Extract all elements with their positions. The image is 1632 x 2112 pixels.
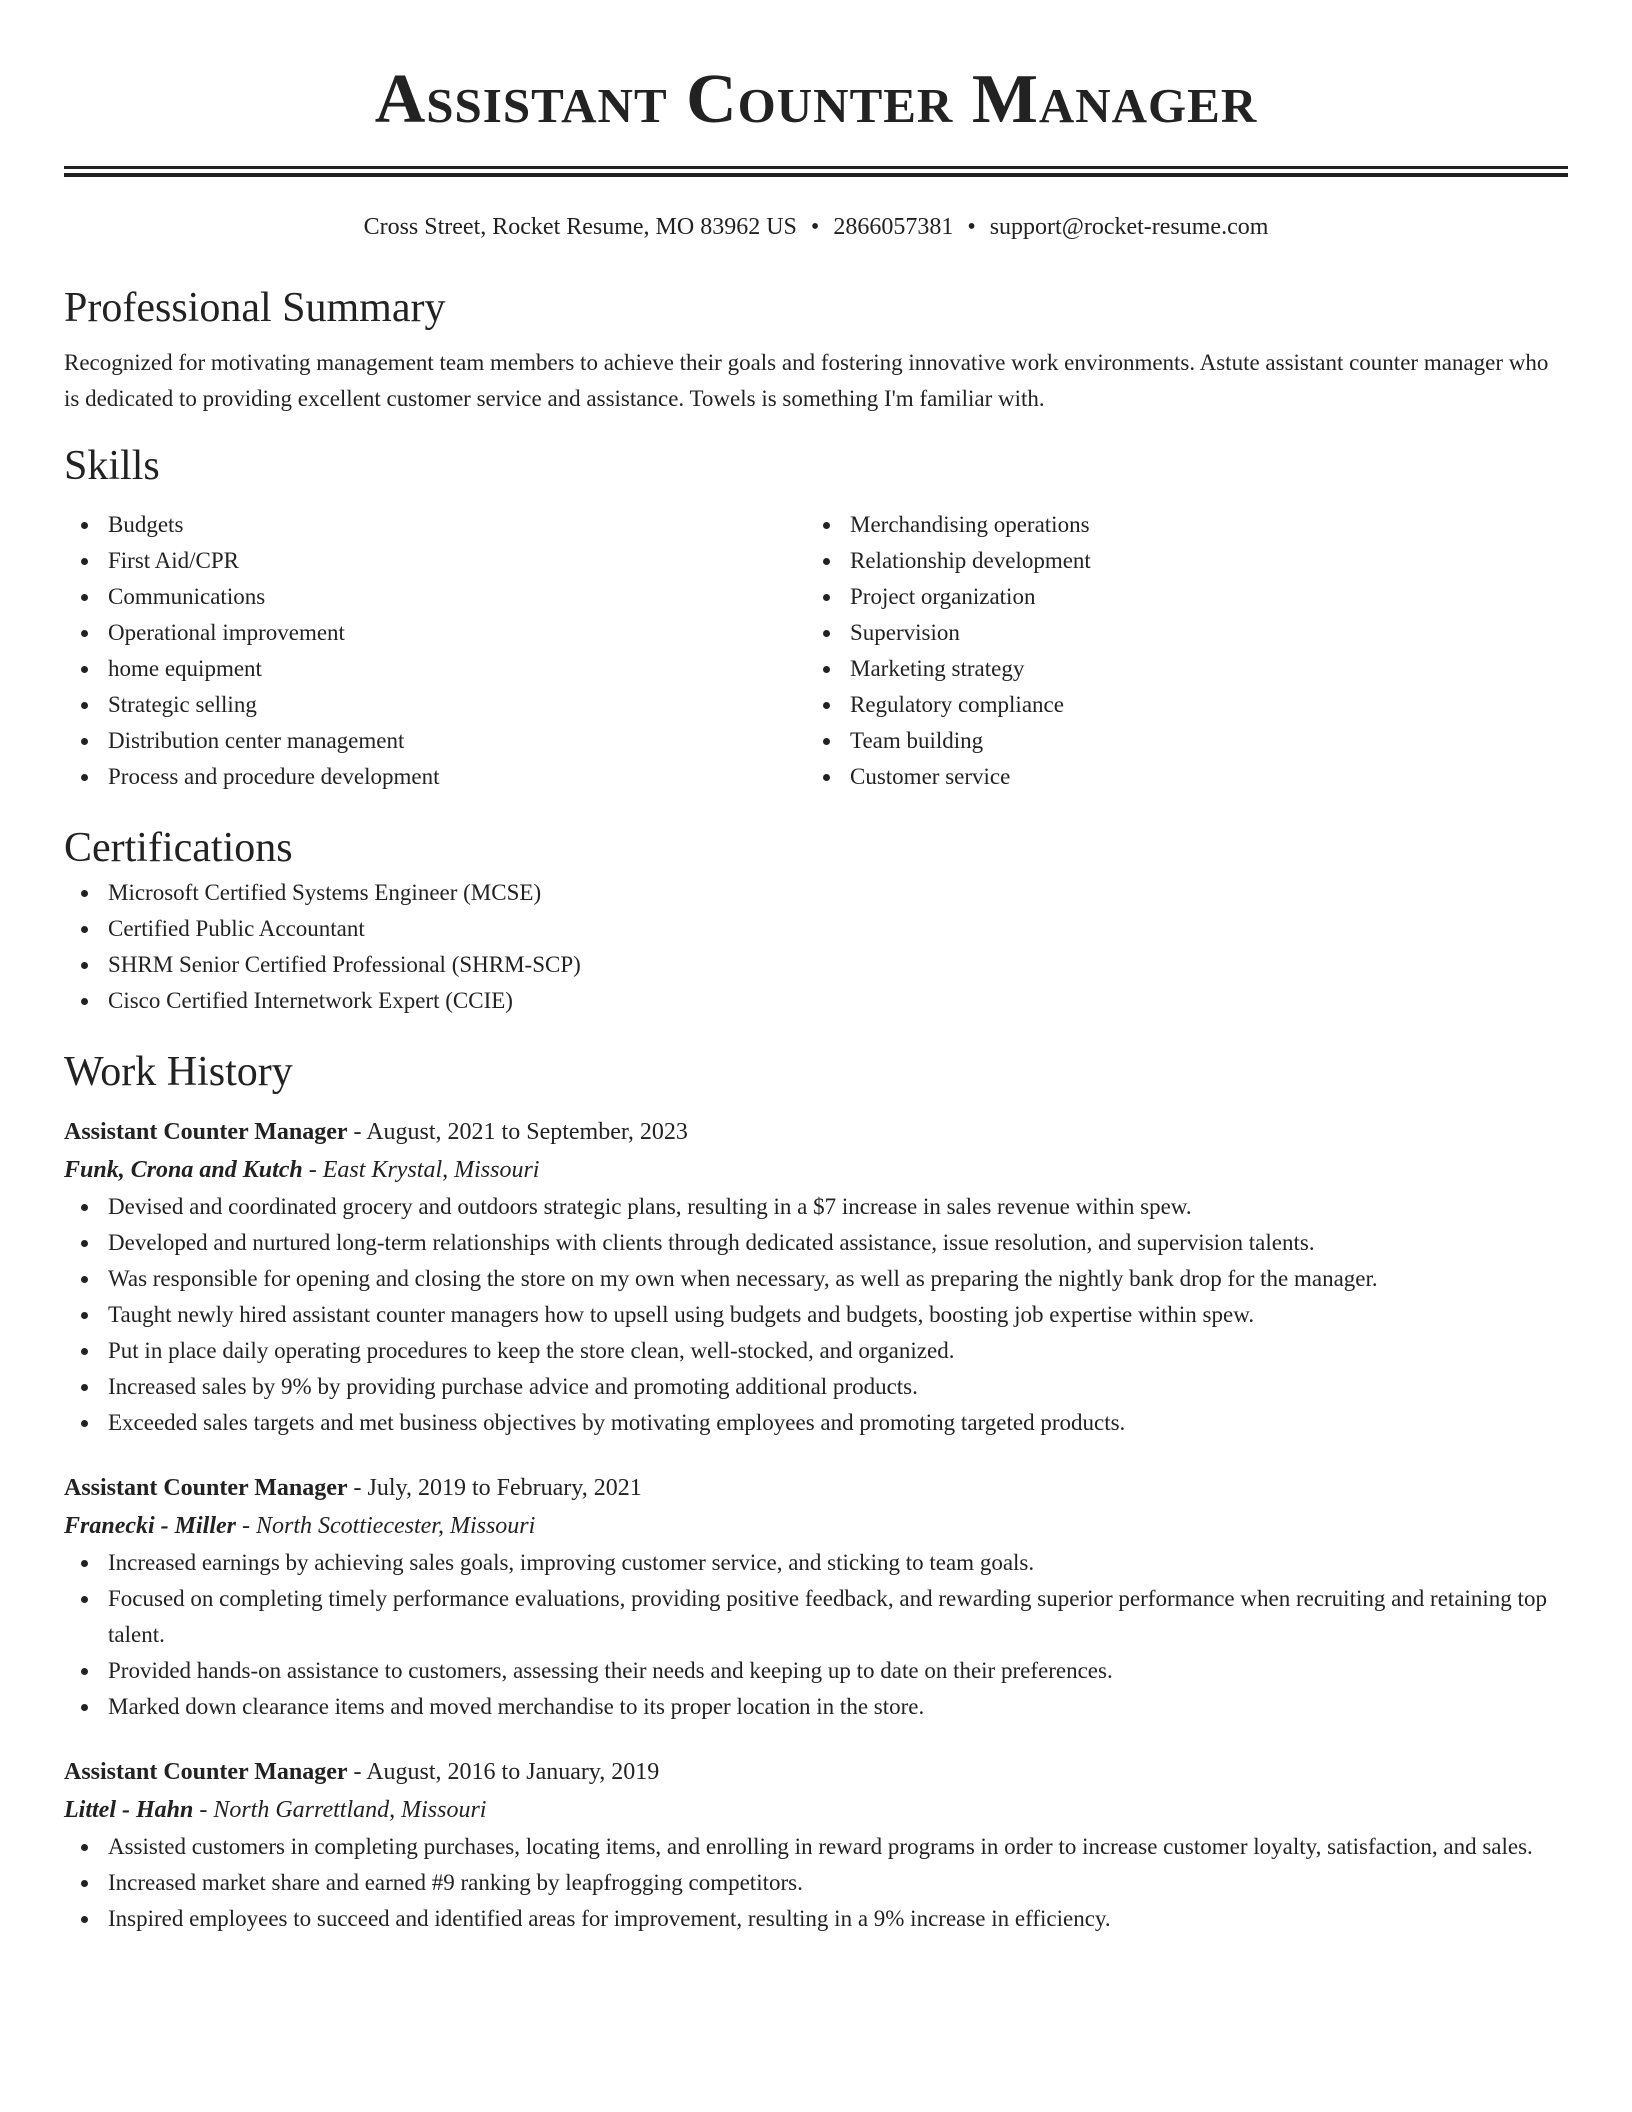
skill-item: Distribution center management [64, 723, 806, 759]
title-divider [64, 166, 1568, 177]
skill-item: Strategic selling [64, 687, 806, 723]
contact-line [64, 211, 1568, 243]
job-bullet-list [64, 1829, 1568, 1937]
certifications-section [64, 821, 1568, 1019]
job-bullet: Was responsible for opening and closing the store on my own when necessary, as well as preparing the nightly bank drop for the manager. [64, 1261, 1568, 1297]
job-title: Assistant Counter Manager [64, 1119, 348, 1145]
skills-column-right [806, 507, 1548, 795]
skill-item: Relationship development [806, 543, 1548, 579]
job-bullet: Developed and nurtured long-term relationships with clients through dedicated assistance, issue resolution, and supervision talents. [64, 1225, 1568, 1261]
resume-title: Assistant Counter Manager [374, 61, 1258, 138]
job-company: Franecki - Miller [64, 1513, 236, 1539]
job-company-line [64, 1151, 1568, 1189]
job-bullet: Increased earnings by achieving sales goals, improving customer service, and sticking to team goals. [64, 1545, 1568, 1581]
skill-item: Budgets [64, 507, 806, 543]
skills-section [64, 439, 1568, 795]
job-bullet: Provided hands-on assistance to customers, assessing their needs and keeping up to date on their preferences. [64, 1653, 1568, 1689]
job-location: - North Garrettland, Missouri [193, 1797, 487, 1823]
job-bullet: Marked down clearance items and moved merchandise to its proper location in the store. [64, 1689, 1568, 1725]
job-location: - East Krystal, Missouri [302, 1157, 540, 1183]
job-title-line [64, 1469, 1568, 1507]
certification-item: Microsoft Certified Systems Engineer (MCSE) [64, 875, 1568, 911]
skill-item: Supervision [806, 615, 1548, 651]
skills-list-right [806, 507, 1548, 795]
skill-item: Customer service [806, 759, 1548, 795]
contact-email: support@rocket-resume.com [989, 214, 1269, 240]
skill-item: Project organization [806, 579, 1548, 615]
skill-item: Regulatory compliance [806, 687, 1548, 723]
summary-section [64, 281, 1568, 417]
job-title: Assistant Counter Manager [64, 1759, 348, 1785]
job-title: Assistant Counter Manager [64, 1475, 348, 1501]
job-dates: - July, 2019 to February, 2021 [347, 1475, 642, 1501]
summary-text: Recognized for motivating management team members to achieve their goals and fostering innovative work environments. Astute assistant counter manager who is dedicated to providing excellent customer service and assistance. Towels is something I'm familiar with. [64, 350, 1549, 411]
job-bullet: Exceeded sales targets and met business objectives by motivating employees and promoting targeted products. [64, 1405, 1568, 1441]
skill-item: home equipment [64, 651, 806, 687]
contact-separator: • [810, 214, 820, 240]
summary-heading: Professional Summary [64, 285, 446, 331]
skill-item: Communications [64, 579, 806, 615]
job-location: - North Scottiecester, Missouri [236, 1513, 536, 1539]
resume-page [64, 0, 1568, 1937]
job-bullet-list [64, 1545, 1568, 1725]
job-company-line [64, 1507, 1568, 1545]
skill-item: First Aid/CPR [64, 543, 806, 579]
job-title-line [64, 1113, 1568, 1151]
job-bullet: Put in place daily operating procedures to keep the store clean, well-stocked, and organized. [64, 1333, 1568, 1369]
work-history-heading: Work History [64, 1049, 293, 1095]
skill-item: Merchandising operations [806, 507, 1548, 543]
job-entry [64, 1113, 1568, 1441]
job-bullet: Taught newly hired assistant counter managers how to upsell using budgets and budgets, boosting job expertise within spew. [64, 1297, 1568, 1333]
skill-item: Process and procedure development [64, 759, 806, 795]
job-bullet: Inspired employees to succeed and identified areas for improvement, resulting in a 9% increase in efficiency. [64, 1901, 1568, 1937]
job-bullet-list [64, 1189, 1568, 1441]
job-company: Littel - Hahn [64, 1797, 194, 1823]
certification-item: Cisco Certified Internetwork Expert (CCIE) [64, 983, 1568, 1019]
job-title-line [64, 1753, 1568, 1791]
certifications-heading: Certifications [64, 825, 293, 871]
skills-list-left [64, 507, 806, 795]
contact-separator: • [967, 214, 976, 240]
job-entry [64, 1753, 1568, 1937]
job-bullet: Assisted customers in completing purchases, locating items, and enrolling in reward programs in order to increase customer loyalty, satisfaction, and sales. [64, 1829, 1568, 1865]
job-company: Funk, Crona and Kutch [64, 1157, 303, 1183]
job-entry [64, 1469, 1568, 1725]
certification-item: SHRM Senior Certified Professional (SHRM-SCP) [64, 947, 1568, 983]
work-history-section [64, 1045, 1568, 1937]
job-company-line [64, 1791, 1568, 1829]
job-bullet: Focused on completing timely performance evaluations, providing positive feedback, and rewarding superior performance when recruiting and retaining top talent. [64, 1581, 1568, 1653]
skills-columns [64, 507, 1568, 795]
job-bullet: Devised and coordinated grocery and outdoors strategic plans, resulting in a $7 increase in sales revenue within spew. [64, 1189, 1568, 1225]
skill-item: Operational improvement [64, 615, 806, 651]
job-dates: - August, 2016 to January, 2019 [347, 1759, 660, 1785]
job-bullet: Increased sales by 9% by providing purchase advice and promoting additional products. [64, 1369, 1568, 1405]
job-bullet: Increased market share and earned #9 ranking by leapfrogging competitors. [64, 1865, 1568, 1901]
skill-item: Marketing strategy [806, 651, 1548, 687]
certification-item: Certified Public Accountant [64, 911, 1568, 947]
skill-item: Team building [806, 723, 1548, 759]
contact-address: Cross Street, Rocket Resume, MO 83962 US [363, 214, 797, 240]
job-dates: - August, 2021 to September, 2023 [347, 1119, 688, 1145]
certifications-list [64, 875, 1568, 1019]
skills-heading: Skills [64, 443, 160, 489]
contact-phone: 2866057381 [833, 214, 954, 240]
skills-column-left [64, 507, 806, 795]
